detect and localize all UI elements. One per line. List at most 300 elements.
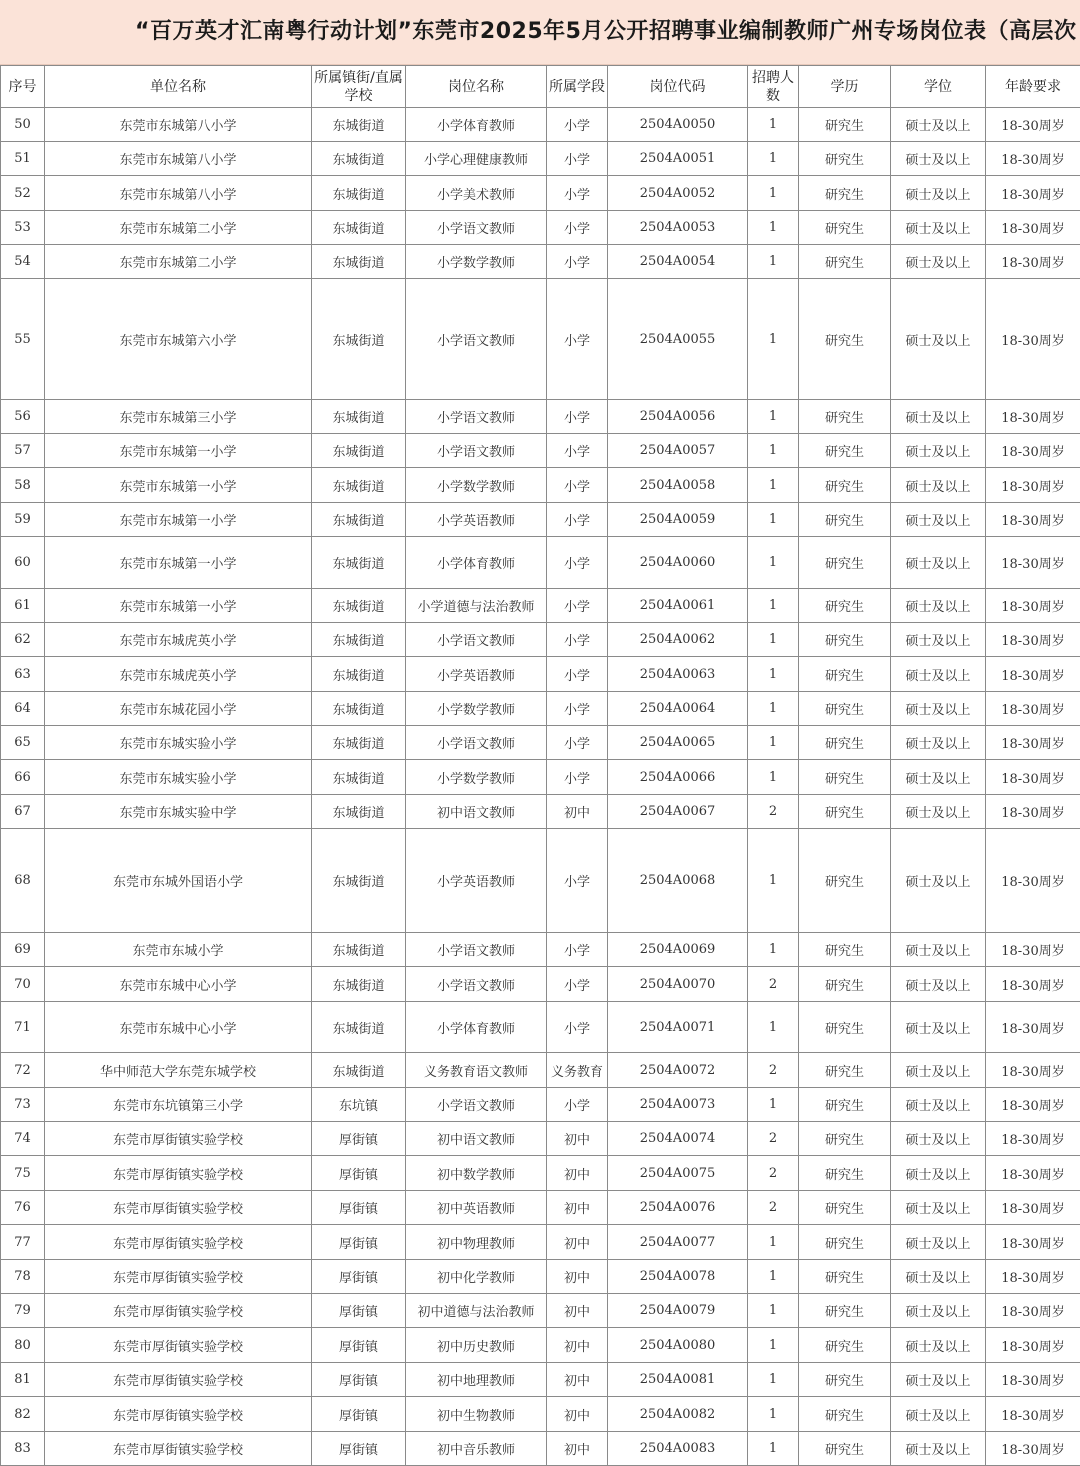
cell-education: 研究生 bbox=[799, 1122, 891, 1156]
cell-education: 研究生 bbox=[799, 1397, 891, 1432]
cell-headcount: 1 bbox=[748, 1225, 799, 1260]
cell-unit-name: 东莞市东城虎英小学 bbox=[45, 623, 312, 657]
table-row bbox=[1, 760, 1080, 795]
cell-position-name: 初中道德与法治教师 bbox=[406, 1294, 547, 1328]
cell-district: 东城街道 bbox=[312, 726, 406, 760]
cell-district: 东城街道 bbox=[312, 468, 406, 503]
table-row bbox=[1, 211, 1080, 245]
cell-district: 东城街道 bbox=[312, 142, 406, 176]
cell-school-level: 小学 bbox=[547, 933, 608, 967]
cell-age-requirement: 18-30周岁 bbox=[986, 967, 1080, 1002]
cell-school-level: 小学 bbox=[547, 657, 608, 692]
cell-degree: 硕士及以上 bbox=[891, 1053, 986, 1088]
cell-unit-name: 东莞市厚街镇实验学校 bbox=[45, 1225, 312, 1260]
cell-position-name: 小学道德与法治教师 bbox=[406, 589, 547, 623]
cell-position-name: 小学语文教师 bbox=[406, 211, 547, 245]
cell-school-level: 初中 bbox=[547, 1363, 608, 1397]
cell-position-code: 2504A0057 bbox=[608, 434, 748, 468]
cell-school-level: 小学 bbox=[547, 400, 608, 434]
cell-unit-name: 东莞市东城第二小学 bbox=[45, 245, 312, 279]
cell-unit-name: 东莞市东坑镇第三小学 bbox=[45, 1088, 312, 1122]
cell-position-code: 2504A0071 bbox=[608, 1002, 748, 1053]
header-district: 所属镇街/直属学校 bbox=[312, 66, 406, 108]
table-header-row bbox=[1, 66, 1080, 108]
cell-headcount: 1 bbox=[748, 537, 799, 589]
cell-district: 厚街镇 bbox=[312, 1397, 406, 1432]
cell-index: 61 bbox=[1, 589, 45, 623]
cell-index: 51 bbox=[1, 142, 45, 176]
cell-headcount: 1 bbox=[748, 108, 799, 142]
cell-degree: 硕士及以上 bbox=[891, 967, 986, 1002]
cell-index: 79 bbox=[1, 1294, 45, 1328]
cell-position-code: 2504A0070 bbox=[608, 967, 748, 1002]
cell-degree: 硕士及以上 bbox=[891, 468, 986, 503]
cell-degree: 硕士及以上 bbox=[891, 1225, 986, 1260]
cell-headcount: 2 bbox=[748, 1191, 799, 1225]
cell-unit-name: 东莞市东城中心小学 bbox=[45, 967, 312, 1002]
cell-education: 研究生 bbox=[799, 795, 891, 829]
cell-position-code: 2504A0073 bbox=[608, 1088, 748, 1122]
cell-index: 64 bbox=[1, 692, 45, 726]
cell-position-code: 2504A0078 bbox=[608, 1260, 748, 1294]
table-row bbox=[1, 1002, 1080, 1053]
cell-headcount: 1 bbox=[748, 279, 799, 400]
cell-school-level: 小学 bbox=[547, 142, 608, 176]
cell-degree: 硕士及以上 bbox=[891, 1122, 986, 1156]
cell-position-code: 2504A0058 bbox=[608, 468, 748, 503]
table-row bbox=[1, 1156, 1080, 1191]
cell-position-name: 初中数学教师 bbox=[406, 1156, 547, 1191]
header-headcount: 招聘人数 bbox=[748, 66, 799, 108]
cell-education: 研究生 bbox=[799, 1363, 891, 1397]
cell-position-name: 小学语文教师 bbox=[406, 400, 547, 434]
cell-district: 东城街道 bbox=[312, 933, 406, 967]
cell-index: 71 bbox=[1, 1002, 45, 1053]
table-row bbox=[1, 657, 1080, 692]
header-position-name: 岗位名称 bbox=[406, 66, 547, 108]
cell-headcount: 1 bbox=[748, 726, 799, 760]
table-row bbox=[1, 279, 1080, 400]
cell-position-name: 小学语文教师 bbox=[406, 434, 547, 468]
cell-position-code: 2504A0075 bbox=[608, 1156, 748, 1191]
cell-headcount: 1 bbox=[748, 589, 799, 623]
cell-school-level: 小学 bbox=[547, 829, 608, 933]
cell-index: 65 bbox=[1, 726, 45, 760]
table-row bbox=[1, 967, 1080, 1002]
cell-headcount: 2 bbox=[748, 1122, 799, 1156]
cell-district: 东城街道 bbox=[312, 692, 406, 726]
cell-district: 厚街镇 bbox=[312, 1294, 406, 1328]
cell-headcount: 1 bbox=[748, 692, 799, 726]
cell-school-level: 义务教育 bbox=[547, 1053, 608, 1088]
cell-school-level: 初中 bbox=[547, 1191, 608, 1225]
cell-position-name: 小学体育教师 bbox=[406, 537, 547, 589]
cell-district: 厚街镇 bbox=[312, 1122, 406, 1156]
cell-age-requirement: 18-30周岁 bbox=[986, 1053, 1080, 1088]
cell-index: 74 bbox=[1, 1122, 45, 1156]
cell-degree: 硕士及以上 bbox=[891, 933, 986, 967]
cell-position-code: 2504A0055 bbox=[608, 279, 748, 400]
cell-education: 研究生 bbox=[799, 1294, 891, 1328]
cell-education: 研究生 bbox=[799, 1225, 891, 1260]
cell-school-level: 小学 bbox=[547, 108, 608, 142]
cell-degree: 硕士及以上 bbox=[891, 726, 986, 760]
cell-school-level: 初中 bbox=[547, 1397, 608, 1432]
cell-unit-name: 东莞市东城虎英小学 bbox=[45, 657, 312, 692]
cell-headcount: 1 bbox=[748, 933, 799, 967]
cell-unit-name: 东莞市东城第八小学 bbox=[45, 108, 312, 142]
cell-position-code: 2504A0062 bbox=[608, 623, 748, 657]
cell-education: 研究生 bbox=[799, 933, 891, 967]
cell-headcount: 2 bbox=[748, 967, 799, 1002]
cell-age-requirement: 18-30周岁 bbox=[986, 1397, 1080, 1432]
table-row bbox=[1, 503, 1080, 537]
cell-position-name: 初中历史教师 bbox=[406, 1328, 547, 1363]
cell-unit-name: 华中师范大学东莞东城学校 bbox=[45, 1053, 312, 1088]
cell-headcount: 1 bbox=[748, 1260, 799, 1294]
cell-unit-name: 东莞市东城第一小学 bbox=[45, 503, 312, 537]
cell-index: 80 bbox=[1, 1328, 45, 1363]
cell-position-code: 2504A0083 bbox=[608, 1432, 748, 1466]
cell-school-level: 初中 bbox=[547, 1156, 608, 1191]
cell-index: 68 bbox=[1, 829, 45, 933]
cell-age-requirement: 18-30周岁 bbox=[986, 726, 1080, 760]
cell-age-requirement: 18-30周岁 bbox=[986, 537, 1080, 589]
cell-index: 76 bbox=[1, 1191, 45, 1225]
cell-age-requirement: 18-30周岁 bbox=[986, 1363, 1080, 1397]
cell-degree: 硕士及以上 bbox=[891, 1432, 986, 1466]
cell-age-requirement: 18-30周岁 bbox=[986, 1328, 1080, 1363]
cell-headcount: 2 bbox=[748, 795, 799, 829]
cell-district: 东城街道 bbox=[312, 503, 406, 537]
cell-unit-name: 东莞市东城第一小学 bbox=[45, 589, 312, 623]
cell-age-requirement: 18-30周岁 bbox=[986, 176, 1080, 211]
cell-district: 东城街道 bbox=[312, 245, 406, 279]
cell-district: 东城街道 bbox=[312, 400, 406, 434]
cell-education: 研究生 bbox=[799, 245, 891, 279]
cell-education: 研究生 bbox=[799, 503, 891, 537]
cell-age-requirement: 18-30周岁 bbox=[986, 589, 1080, 623]
cell-age-requirement: 18-30周岁 bbox=[986, 1191, 1080, 1225]
table-row bbox=[1, 795, 1080, 829]
cell-unit-name: 东莞市厚街镇实验学校 bbox=[45, 1191, 312, 1225]
cell-age-requirement: 18-30周岁 bbox=[986, 142, 1080, 176]
cell-age-requirement: 18-30周岁 bbox=[986, 468, 1080, 503]
cell-district: 东城街道 bbox=[312, 829, 406, 933]
cell-position-name: 小学体育教师 bbox=[406, 1002, 547, 1053]
cell-education: 研究生 bbox=[799, 1191, 891, 1225]
table-row bbox=[1, 1225, 1080, 1260]
cell-headcount: 1 bbox=[748, 829, 799, 933]
cell-district: 厚街镇 bbox=[312, 1260, 406, 1294]
cell-age-requirement: 18-30周岁 bbox=[986, 1122, 1080, 1156]
cell-degree: 硕士及以上 bbox=[891, 829, 986, 933]
cell-district: 厚街镇 bbox=[312, 1363, 406, 1397]
cell-index: 75 bbox=[1, 1156, 45, 1191]
cell-position-name: 小学语文教师 bbox=[406, 933, 547, 967]
cell-education: 研究生 bbox=[799, 142, 891, 176]
cell-education: 研究生 bbox=[799, 1260, 891, 1294]
table-row bbox=[1, 1328, 1080, 1363]
table-row bbox=[1, 176, 1080, 211]
cell-unit-name: 东莞市东城实验中学 bbox=[45, 795, 312, 829]
cell-district: 东城街道 bbox=[312, 1002, 406, 1053]
cell-education: 研究生 bbox=[799, 726, 891, 760]
cell-district: 东城街道 bbox=[312, 211, 406, 245]
cell-age-requirement: 18-30周岁 bbox=[986, 108, 1080, 142]
cell-age-requirement: 18-30周岁 bbox=[986, 1156, 1080, 1191]
cell-headcount: 1 bbox=[748, 1397, 799, 1432]
cell-school-level: 小学 bbox=[547, 434, 608, 468]
cell-headcount: 1 bbox=[748, 503, 799, 537]
cell-school-level: 小学 bbox=[547, 211, 608, 245]
cell-degree: 硕士及以上 bbox=[891, 434, 986, 468]
cell-position-code: 2504A0079 bbox=[608, 1294, 748, 1328]
cell-position-name: 小学语文教师 bbox=[406, 1088, 547, 1122]
cell-district: 东城街道 bbox=[312, 176, 406, 211]
cell-unit-name: 东莞市厚街镇实验学校 bbox=[45, 1363, 312, 1397]
table-row bbox=[1, 1294, 1080, 1328]
cell-position-name: 初中化学教师 bbox=[406, 1260, 547, 1294]
cell-school-level: 小学 bbox=[547, 245, 608, 279]
cell-age-requirement: 18-30周岁 bbox=[986, 211, 1080, 245]
cell-degree: 硕士及以上 bbox=[891, 108, 986, 142]
cell-district: 厚街镇 bbox=[312, 1432, 406, 1466]
cell-position-name: 义务教育语文教师 bbox=[406, 1053, 547, 1088]
cell-unit-name: 东莞市厚街镇实验学校 bbox=[45, 1156, 312, 1191]
cell-index: 62 bbox=[1, 623, 45, 657]
cell-education: 研究生 bbox=[799, 400, 891, 434]
cell-position-name: 小学英语教师 bbox=[406, 657, 547, 692]
cell-position-name: 初中音乐教师 bbox=[406, 1432, 547, 1466]
cell-degree: 硕士及以上 bbox=[891, 657, 986, 692]
cell-index: 55 bbox=[1, 279, 45, 400]
cell-index: 59 bbox=[1, 503, 45, 537]
cell-headcount: 1 bbox=[748, 1294, 799, 1328]
cell-position-code: 2504A0080 bbox=[608, 1328, 748, 1363]
cell-position-code: 2504A0068 bbox=[608, 829, 748, 933]
cell-unit-name: 东莞市厚街镇实验学校 bbox=[45, 1294, 312, 1328]
cell-headcount: 1 bbox=[748, 1002, 799, 1053]
cell-headcount: 1 bbox=[748, 245, 799, 279]
table-row bbox=[1, 623, 1080, 657]
table-row bbox=[1, 1191, 1080, 1225]
cell-district: 厚街镇 bbox=[312, 1328, 406, 1363]
cell-education: 研究生 bbox=[799, 1002, 891, 1053]
header-age-requirement: 年龄要求 bbox=[986, 66, 1080, 108]
cell-degree: 硕士及以上 bbox=[891, 537, 986, 589]
cell-index: 81 bbox=[1, 1363, 45, 1397]
cell-education: 研究生 bbox=[799, 692, 891, 726]
cell-degree: 硕士及以上 bbox=[891, 623, 986, 657]
cell-district: 东城街道 bbox=[312, 760, 406, 795]
cell-school-level: 小学 bbox=[547, 1002, 608, 1053]
cell-headcount: 1 bbox=[748, 657, 799, 692]
table-row bbox=[1, 434, 1080, 468]
table-row bbox=[1, 1363, 1080, 1397]
cell-index: 73 bbox=[1, 1088, 45, 1122]
cell-degree: 硕士及以上 bbox=[891, 1191, 986, 1225]
table-row bbox=[1, 245, 1080, 279]
cell-school-level: 小学 bbox=[547, 279, 608, 400]
cell-education: 研究生 bbox=[799, 829, 891, 933]
cell-education: 研究生 bbox=[799, 468, 891, 503]
cell-position-code: 2504A0077 bbox=[608, 1225, 748, 1260]
cell-degree: 硕士及以上 bbox=[891, 400, 986, 434]
table-row bbox=[1, 400, 1080, 434]
cell-age-requirement: 18-30周岁 bbox=[986, 1088, 1080, 1122]
cell-unit-name: 东莞市厚街镇实验学校 bbox=[45, 1122, 312, 1156]
cell-unit-name: 东莞市厚街镇实验学校 bbox=[45, 1328, 312, 1363]
cell-district: 厚街镇 bbox=[312, 1191, 406, 1225]
cell-education: 研究生 bbox=[799, 434, 891, 468]
cell-index: 56 bbox=[1, 400, 45, 434]
cell-index: 57 bbox=[1, 434, 45, 468]
cell-degree: 硕士及以上 bbox=[891, 279, 986, 400]
cell-school-level: 小学 bbox=[547, 967, 608, 1002]
cell-age-requirement: 18-30周岁 bbox=[986, 623, 1080, 657]
cell-index: 78 bbox=[1, 1260, 45, 1294]
cell-degree: 硕士及以上 bbox=[891, 176, 986, 211]
cell-education: 研究生 bbox=[799, 279, 891, 400]
cell-position-code: 2504A0051 bbox=[608, 142, 748, 176]
cell-position-name: 初中语文教师 bbox=[406, 1122, 547, 1156]
cell-school-level: 初中 bbox=[547, 1294, 608, 1328]
cell-position-code: 2504A0066 bbox=[608, 760, 748, 795]
cell-index: 50 bbox=[1, 108, 45, 142]
cell-position-name: 小学数学教师 bbox=[406, 760, 547, 795]
cell-position-name: 初中英语教师 bbox=[406, 1191, 547, 1225]
cell-district: 东城街道 bbox=[312, 537, 406, 589]
table-row bbox=[1, 1397, 1080, 1432]
cell-age-requirement: 18-30周岁 bbox=[986, 434, 1080, 468]
cell-unit-name: 东莞市厚街镇实验学校 bbox=[45, 1260, 312, 1294]
cell-age-requirement: 18-30周岁 bbox=[986, 692, 1080, 726]
cell-index: 70 bbox=[1, 967, 45, 1002]
cell-headcount: 1 bbox=[748, 1363, 799, 1397]
table-row bbox=[1, 726, 1080, 760]
cell-headcount: 2 bbox=[748, 1053, 799, 1088]
cell-district: 东城街道 bbox=[312, 589, 406, 623]
cell-education: 研究生 bbox=[799, 760, 891, 795]
cell-education: 研究生 bbox=[799, 1156, 891, 1191]
cell-degree: 硕士及以上 bbox=[891, 142, 986, 176]
cell-position-code: 2504A0082 bbox=[608, 1397, 748, 1432]
cell-school-level: 小学 bbox=[547, 503, 608, 537]
cell-position-code: 2504A0059 bbox=[608, 503, 748, 537]
cell-age-requirement: 18-30周岁 bbox=[986, 503, 1080, 537]
table-row bbox=[1, 933, 1080, 967]
cell-index: 67 bbox=[1, 795, 45, 829]
cell-position-name: 小学英语教师 bbox=[406, 503, 547, 537]
cell-education: 研究生 bbox=[799, 589, 891, 623]
cell-education: 研究生 bbox=[799, 1053, 891, 1088]
cell-position-code: 2504A0076 bbox=[608, 1191, 748, 1225]
cell-headcount: 1 bbox=[748, 142, 799, 176]
cell-position-name: 小学语文教师 bbox=[406, 967, 547, 1002]
table-row bbox=[1, 537, 1080, 589]
cell-index: 54 bbox=[1, 245, 45, 279]
cell-age-requirement: 18-30周岁 bbox=[986, 760, 1080, 795]
cell-position-code: 2504A0054 bbox=[608, 245, 748, 279]
cell-unit-name: 东莞市东城第一小学 bbox=[45, 468, 312, 503]
table-row bbox=[1, 108, 1080, 142]
cell-position-name: 小学美术教师 bbox=[406, 176, 547, 211]
cell-school-level: 初中 bbox=[547, 1122, 608, 1156]
cell-age-requirement: 18-30周岁 bbox=[986, 829, 1080, 933]
cell-position-name: 初中地理教师 bbox=[406, 1363, 547, 1397]
page-title: “百万英才汇南粤行动计划”东莞市2025年5月公开招聘事业编制教师广州专场岗位表（高层次 bbox=[135, 14, 1076, 45]
cell-district: 东城街道 bbox=[312, 279, 406, 400]
header-school-level: 所属学段 bbox=[547, 66, 608, 108]
table-row bbox=[1, 468, 1080, 503]
cell-unit-name: 东莞市东城中心小学 bbox=[45, 1002, 312, 1053]
cell-unit-name: 东莞市东城第三小学 bbox=[45, 400, 312, 434]
cell-position-name: 初中语文教师 bbox=[406, 795, 547, 829]
cell-position-code: 2504A0069 bbox=[608, 933, 748, 967]
cell-school-level: 小学 bbox=[547, 589, 608, 623]
cell-headcount: 1 bbox=[748, 400, 799, 434]
cell-school-level: 小学 bbox=[547, 176, 608, 211]
cell-district: 东城街道 bbox=[312, 657, 406, 692]
cell-position-code: 2504A0052 bbox=[608, 176, 748, 211]
cell-degree: 硕士及以上 bbox=[891, 503, 986, 537]
header-unit-name: 单位名称 bbox=[45, 66, 312, 108]
cell-school-level: 小学 bbox=[547, 623, 608, 657]
cell-district: 东城街道 bbox=[312, 1053, 406, 1088]
title-bar bbox=[0, 0, 1080, 65]
table-row bbox=[1, 829, 1080, 933]
cell-age-requirement: 18-30周岁 bbox=[986, 279, 1080, 400]
cell-headcount: 2 bbox=[748, 1156, 799, 1191]
table-row bbox=[1, 142, 1080, 176]
cell-position-code: 2504A0060 bbox=[608, 537, 748, 589]
header-degree: 学位 bbox=[891, 66, 986, 108]
cell-age-requirement: 18-30周岁 bbox=[986, 657, 1080, 692]
cell-district: 厚街镇 bbox=[312, 1225, 406, 1260]
cell-unit-name: 东莞市东城小学 bbox=[45, 933, 312, 967]
cell-position-name: 初中生物教师 bbox=[406, 1397, 547, 1432]
cell-degree: 硕士及以上 bbox=[891, 795, 986, 829]
cell-degree: 硕士及以上 bbox=[891, 760, 986, 795]
cell-school-level: 初中 bbox=[547, 1432, 608, 1466]
cell-degree: 硕士及以上 bbox=[891, 1328, 986, 1363]
cell-index: 72 bbox=[1, 1053, 45, 1088]
job-positions-table bbox=[0, 65, 1080, 1466]
cell-headcount: 1 bbox=[748, 760, 799, 795]
cell-position-code: 2504A0061 bbox=[608, 589, 748, 623]
cell-age-requirement: 18-30周岁 bbox=[986, 1432, 1080, 1466]
cell-position-name: 小学心理健康教师 bbox=[406, 142, 547, 176]
cell-position-name: 小学数学教师 bbox=[406, 245, 547, 279]
cell-position-code: 2504A0072 bbox=[608, 1053, 748, 1088]
cell-index: 66 bbox=[1, 760, 45, 795]
cell-school-level: 初中 bbox=[547, 1260, 608, 1294]
cell-age-requirement: 18-30周岁 bbox=[986, 1002, 1080, 1053]
table-row bbox=[1, 1088, 1080, 1122]
cell-degree: 硕士及以上 bbox=[891, 1294, 986, 1328]
cell-education: 研究生 bbox=[799, 657, 891, 692]
cell-unit-name: 东莞市东城第六小学 bbox=[45, 279, 312, 400]
cell-age-requirement: 18-30周岁 bbox=[986, 1225, 1080, 1260]
cell-district: 东城街道 bbox=[312, 623, 406, 657]
cell-unit-name: 东莞市东城第八小学 bbox=[45, 176, 312, 211]
cell-index: 63 bbox=[1, 657, 45, 692]
cell-position-code: 2504A0063 bbox=[608, 657, 748, 692]
cell-school-level: 初中 bbox=[547, 1328, 608, 1363]
cell-position-code: 2504A0074 bbox=[608, 1122, 748, 1156]
cell-position-code: 2504A0065 bbox=[608, 726, 748, 760]
